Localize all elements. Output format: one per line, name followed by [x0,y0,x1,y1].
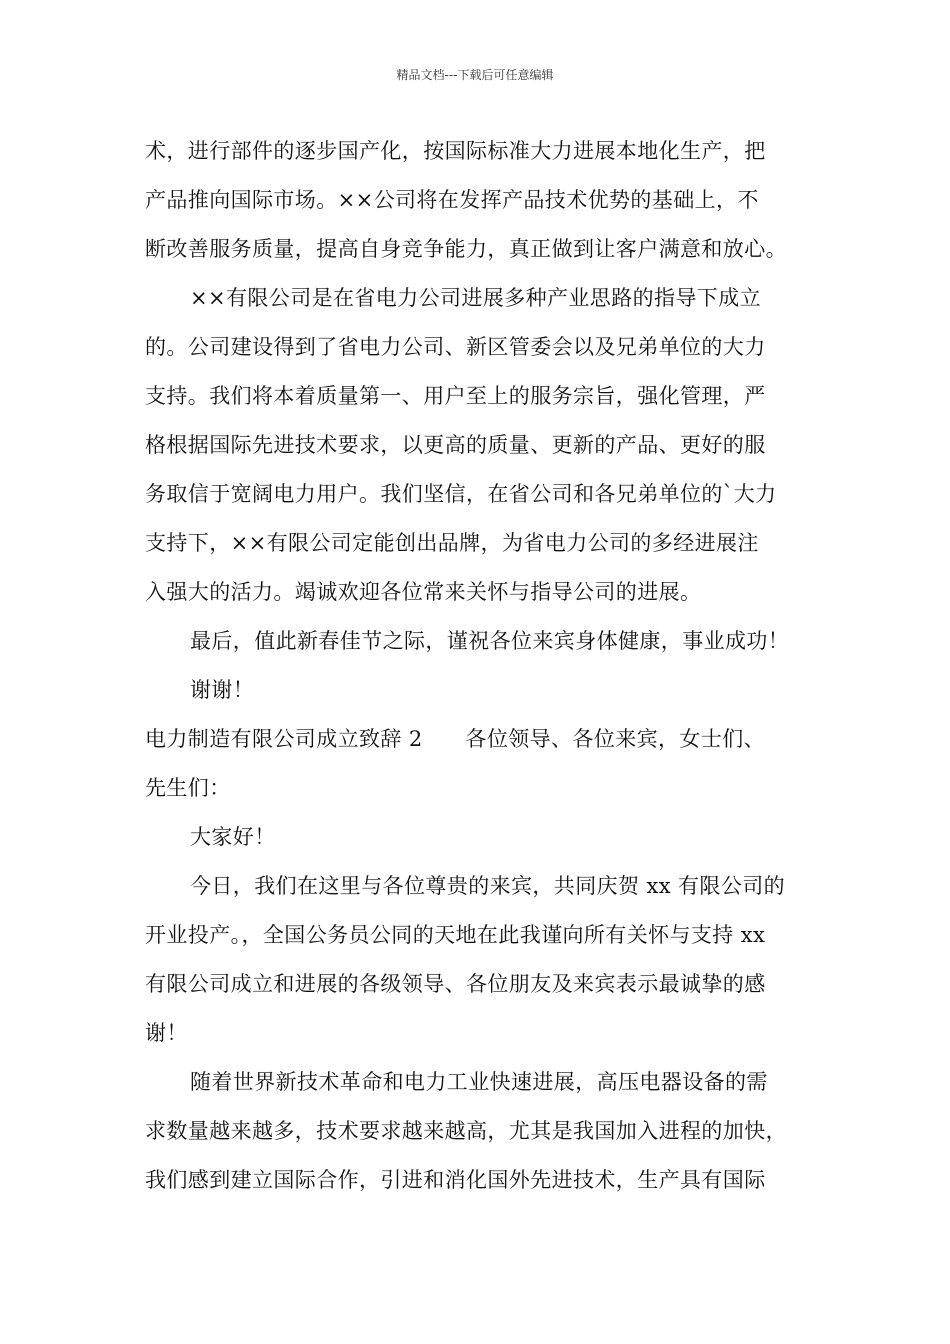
text-line: 的。公司建设得到了省电力公司、新区管委会以及兄弟单位的大力 [145,335,766,359]
text-line: 支持。我们将本着质量第一、用户至上的服务宗旨，强化管理，严 [145,384,766,408]
text-line: 先生们： [145,776,231,800]
section-title-line: 电力制造有限公司成立致辞 2 各位领导、各位来宾，女士们、 [145,727,766,751]
text-line: 我们感到建立国际合作，引进和消化国外先进技术，生产具有国际 [145,1168,766,1192]
text-line: 求数量越来越多，技术要求越来越高，尤其是我国加入进程的加快， [145,1119,787,1143]
text-line: 开业投产。，全国公务员公同的天地在此我谨向所有关怀与支持 xx [145,923,766,947]
text-line: 术，进行部件的逐步国产化，按国际标准大力进展本地化生产，把 [145,139,766,163]
text-line: 格根据国际先进技术要求，以更高的质量、更新的产品、更好的服 [145,433,766,457]
text-line: 务取信于宽阔电力用户。我们坚信，在省公司和各兄弟单位的`大力 [145,482,777,506]
text-line: 断改善服务质量，提高自身竞争能力，真正做到让客户满意和放心。 [145,237,787,261]
page-header: 精品文档---下载后可任意编辑 [396,68,554,82]
text-line: 产品推向国际市场。××公司将在发挥产品技术优势的基础上，不 [145,188,759,212]
text-line: 入强大的活力。竭诚欢迎各位常来关怀与指导公司的进展。 [145,580,702,604]
text-line: 有限公司成立和进展的各级领导、各位朋友及来宾表示最诚挚的感 [145,972,766,996]
text-line: 谢谢！ [190,678,255,702]
text-line: 今日，我们在这里与各位尊贵的来宾，共同庆贺 xx 有限公司的 [190,874,786,898]
text-line: 随着世界新技术革命和电力工业快速进展，高压电器设备的需 [190,1070,768,1094]
text-line: 支持下，××有限公司定能创出品牌，为省电力公司的多经进展注 [145,531,759,555]
text-line: 谢！ [145,1021,188,1045]
text-line: 最后，值此新春佳节之际，谨祝各位来宾身体健康，事业成功！ [190,629,790,653]
text-line: 大家好！ [190,825,276,849]
text-line: ××有限公司是在省电力公司进展多种产业思路的指导下成立 [190,286,761,310]
